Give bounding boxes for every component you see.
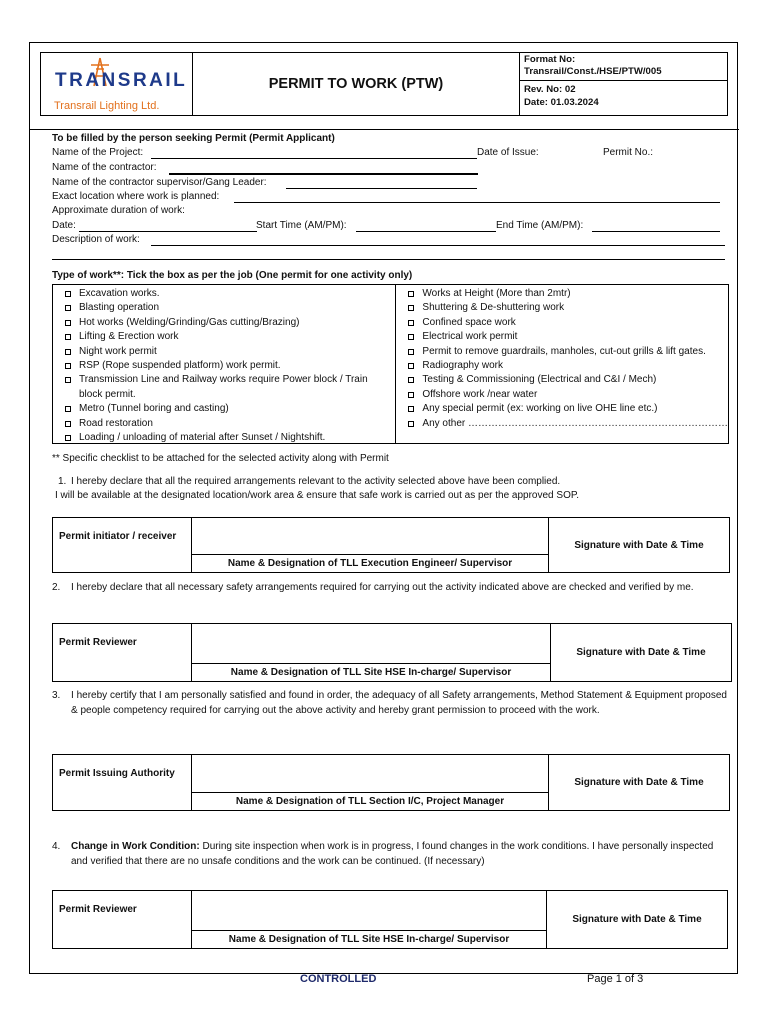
company-name: Transrail Lighting Ltd. bbox=[54, 100, 160, 112]
description-field[interactable] bbox=[151, 245, 725, 246]
checkbox-icon[interactable] bbox=[408, 320, 414, 326]
date-label: Date: bbox=[52, 220, 76, 231]
signature-role: Permit Issuing Authority bbox=[53, 755, 192, 810]
work-type-option[interactable]: Lifting & Erection work bbox=[53, 330, 395, 344]
date-field[interactable] bbox=[79, 231, 257, 232]
work-type-option[interactable]: Blasting operation bbox=[53, 301, 395, 315]
checkbox-icon[interactable] bbox=[408, 377, 414, 383]
checkbox-icon[interactable] bbox=[408, 406, 414, 412]
supervisor-label: Name of the contractor supervisor/Gang Leader: bbox=[52, 177, 267, 188]
work-condition-heading: Change in Work Condition: bbox=[71, 841, 200, 852]
work-type-option[interactable]: Offshore work /near water bbox=[396, 388, 728, 402]
declaration-1-line-2: I will be available at the designated location/work area & ensure that safe work is carried out as per the approved SOP. bbox=[55, 490, 580, 501]
date-of-issue-label: Date of Issue: bbox=[477, 147, 539, 158]
applicant-heading: To be filled by the person seeking Permit (Permit Applicant) bbox=[52, 133, 335, 144]
name-designation-label: Name & Designation of TLL Site HSE In-charge/ Supervisor bbox=[192, 930, 546, 948]
signature-table-reviewer bbox=[52, 623, 732, 682]
declaration-2-number: 2. bbox=[52, 582, 61, 593]
checkbox-icon[interactable] bbox=[408, 392, 414, 398]
header-divider bbox=[30, 129, 739, 130]
work-type-heading: Type of work**: Tick the box as per the job (One permit for one activity only) bbox=[52, 270, 413, 281]
work-type-option[interactable]: Loading / unloading of material after Sunset / Nightshift. bbox=[53, 431, 395, 445]
form-title: PERMIT TO WORK (PTW) bbox=[193, 53, 520, 115]
checkbox-icon[interactable] bbox=[65, 421, 71, 427]
document-meta bbox=[520, 53, 727, 115]
checkbox-icon[interactable] bbox=[65, 377, 71, 383]
name-designation-field[interactable] bbox=[192, 518, 549, 572]
declaration-4-text bbox=[71, 839, 725, 869]
location-label: Exact location where work is planned: bbox=[52, 191, 220, 202]
checkbox-icon[interactable] bbox=[65, 435, 71, 441]
work-type-option[interactable]: Excavation works. bbox=[53, 287, 395, 301]
checkbox-icon[interactable] bbox=[408, 291, 414, 297]
signature-field[interactable]: Signature with Date & Time bbox=[572, 914, 702, 925]
work-type-option[interactable]: Shuttering & De-shuttering work bbox=[396, 301, 728, 315]
work-type-column-left bbox=[53, 285, 396, 443]
work-type-option[interactable]: Any special permit (ex: working on live OHE line etc.) bbox=[396, 402, 728, 416]
work-type-table bbox=[52, 284, 729, 444]
signature-role: Permit Reviewer bbox=[53, 891, 192, 948]
work-type-option[interactable]: Works at Height (More than 2mtr) bbox=[396, 287, 728, 301]
document-date: Date: 01.03.2024 bbox=[524, 97, 599, 108]
work-type-option[interactable]: Transmission Line and Railway works require Power block / Train block permit. bbox=[53, 373, 395, 402]
signature-table-initiator bbox=[52, 517, 730, 573]
checkbox-icon[interactable] bbox=[408, 305, 414, 311]
declaration-4-body: During site inspection when work is in progress, I found changes in the work conditions. I have personally inspected and verified that there are no unsafe conditions and the work can be continued. (If necessary) bbox=[71, 841, 714, 867]
name-designation-field[interactable] bbox=[192, 624, 551, 681]
project-field[interactable] bbox=[151, 158, 477, 159]
declaration-1-line-1: I hereby declare that all the required arrangements relevant to the activity selected above have been complied. bbox=[71, 476, 561, 487]
ptw-form-page bbox=[29, 42, 738, 974]
company-logo bbox=[41, 53, 193, 115]
declaration-2-text: I hereby declare that all necessary safety arrangements required for carrying out the activity indicated above are checked and verified by me. bbox=[71, 582, 694, 593]
checkbox-icon[interactable] bbox=[65, 349, 71, 355]
work-type-option[interactable]: Permit to remove guardrails, manholes, cut-out grills & lift gates. bbox=[396, 345, 728, 359]
work-type-column-right bbox=[396, 285, 728, 443]
page-number: Page 1 of 3 bbox=[587, 973, 644, 985]
form-header bbox=[40, 52, 728, 116]
checkbox-icon[interactable] bbox=[65, 291, 71, 297]
signature-field[interactable]: Signature with Date & Time bbox=[576, 647, 706, 658]
signature-field[interactable]: Signature with Date & Time bbox=[574, 539, 704, 551]
checkbox-icon[interactable] bbox=[65, 305, 71, 311]
declaration-3-text: I hereby certify that I am personally satisfied and found in order, the adequacy of all Safety arrangements, Method Statement & Equipment proposed & people competency required for carrying out the above activity and hereby grant permission to proceed with the work. bbox=[71, 690, 727, 716]
checkbox-icon[interactable] bbox=[65, 406, 71, 412]
end-time-label: End Time (AM/PM): bbox=[496, 220, 584, 231]
format-number: Transrail/Const./HSE/PTW/005 bbox=[524, 66, 662, 77]
name-designation-label: Name & Designation of TLL Site HSE In-charge/ Supervisor bbox=[192, 663, 550, 681]
checklist-note: ** Specific checklist to be attached for the selected activity along with Permit bbox=[52, 453, 389, 464]
end-time-field[interactable] bbox=[592, 231, 720, 232]
work-type-option[interactable]: Electrical work permit bbox=[396, 330, 728, 344]
work-type-option[interactable]: Metro (Tunnel boring and casting) bbox=[53, 402, 395, 416]
signature-role: Permit Reviewer bbox=[53, 624, 192, 681]
signature-role: Permit initiator / receiver bbox=[53, 518, 192, 572]
name-designation-label: Name & Designation of TLL Section I/C, Project Manager bbox=[192, 792, 548, 810]
format-label: Format No: bbox=[524, 54, 576, 65]
work-type-option[interactable]: Night work permit bbox=[53, 345, 395, 359]
contractor-field[interactable] bbox=[169, 173, 478, 175]
start-time-label: Start Time (AM/PM): bbox=[256, 220, 347, 231]
duration-label: Approximate duration of work: bbox=[52, 205, 185, 216]
work-type-option[interactable]: Testing & Commissioning (Electrical and C&I / Mech) bbox=[396, 373, 728, 387]
name-designation-field[interactable] bbox=[192, 891, 547, 948]
checkbox-icon[interactable] bbox=[408, 334, 414, 340]
signature-field[interactable]: Signature with Date & Time bbox=[574, 777, 704, 788]
supervisor-field[interactable] bbox=[286, 188, 477, 189]
name-designation-field[interactable] bbox=[192, 755, 549, 810]
declaration-3-number: 3. bbox=[52, 690, 61, 701]
permit-number-label: Permit No.: bbox=[603, 147, 654, 158]
checkbox-icon[interactable] bbox=[408, 349, 414, 355]
description-label: Description of work: bbox=[52, 234, 140, 245]
work-type-option[interactable]: Any other …………………………………………………………………… bbox=[396, 417, 728, 431]
declaration-1-number: 1. bbox=[58, 476, 67, 487]
start-time-field[interactable] bbox=[356, 231, 496, 232]
signature-table-issuing-authority bbox=[52, 754, 730, 811]
work-type-option[interactable]: Hot works (Welding/Grinding/Gas cutting/Brazing) bbox=[53, 316, 395, 330]
work-type-option[interactable]: RSP (Rope suspended platform) work permit. bbox=[53, 359, 395, 373]
work-type-option[interactable]: Confined space work bbox=[396, 316, 728, 330]
checkbox-icon[interactable] bbox=[408, 421, 414, 427]
checkbox-icon[interactable] bbox=[65, 363, 71, 369]
controlled-stamp: CONTROLLED bbox=[300, 973, 377, 985]
name-designation-label: Name & Designation of TLL Execution Engineer/ Supervisor bbox=[192, 554, 548, 572]
project-label: Name of the Project: bbox=[52, 147, 144, 158]
logo-wordmark: TRANSRAIL bbox=[55, 70, 188, 91]
declaration-4-number: 4. bbox=[52, 841, 61, 852]
checkbox-icon[interactable] bbox=[65, 320, 71, 326]
description-field-line-2[interactable] bbox=[52, 259, 725, 260]
signature-table-reviewer-2 bbox=[52, 890, 728, 949]
revision-number: Rev. No: 02 bbox=[524, 84, 576, 95]
contractor-label: Name of the contractor: bbox=[52, 162, 157, 173]
checkbox-icon[interactable] bbox=[65, 334, 71, 340]
work-type-option[interactable]: Radiography work bbox=[396, 359, 728, 373]
location-field[interactable] bbox=[234, 202, 720, 203]
work-type-option[interactable]: Road restoration bbox=[53, 417, 395, 431]
checkbox-icon[interactable] bbox=[408, 363, 414, 369]
